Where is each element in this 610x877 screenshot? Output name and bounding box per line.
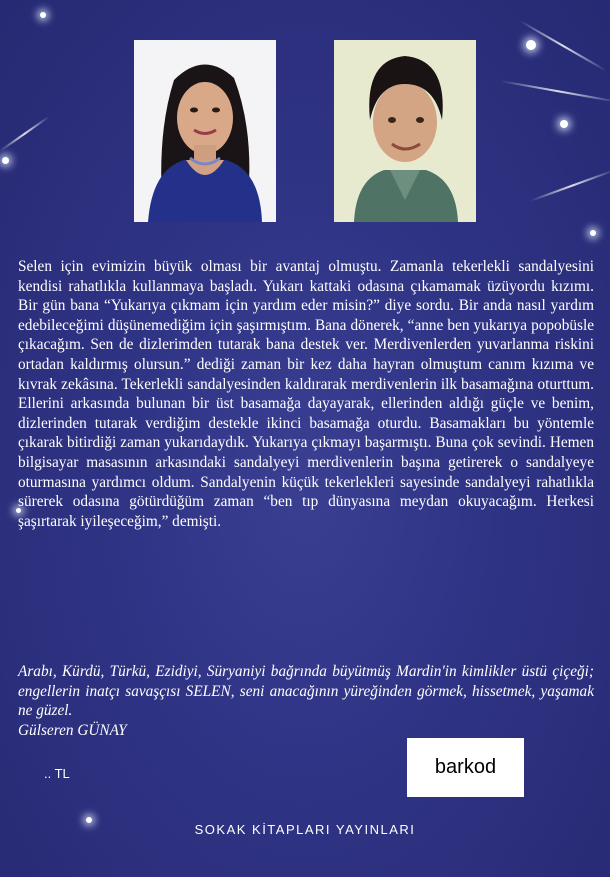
sparkle-decoration [560, 120, 568, 128]
portrait-woman-icon [134, 40, 276, 222]
quote-paragraph [18, 662, 594, 740]
sparkle-decoration [2, 157, 9, 164]
portrait-photo-left [134, 40, 276, 222]
story-paragraph: Selen için evimizin büyük olması bir avantaj olmuştu. Zamanla tekerlekli sandalyesini kendisi rahatlıkla kullanmaya başladı. Yukarı kattaki odasına çıkamamak üzüyordu kızımı. Bir gün bana “Yukarıya çıkmam için yardım eder misin?” diye sordu. Bir anda nasıl yardım edebileceğimi düşünemediğim için şaşırmıştım. Bana dönerek, “anne ben yukarıya popobüsle çıkacağım. Sen de dizlerimden tutarak bana destek ver. Merdivenlerden yuvarlanma riskini ortadan kaldırmış olursun.” dediği zaman bir kez daha hayran olmuştum canım kızıma ve kıvrak zekâsına. Tekerlekli sandalyesinden kaldırarak merdivenlerin ilk basamağına oturttum. Ellerini arkasında bulunan bir üst basamağa dayayarak, ellerinden aldığı güçle ve benim, dizlerinden tutarak verdiğim destekle ikinci basamağa oturdu. Basamakları bu yöntemle çıkarak bitirdiği zaman yukarıdaydık. Yukarıya çıkmayı başarmıştı. Buna çok sevindi. Hemen bilgisayar masasının arkasındaki sandalyeyi merdivenlerin başına getirerek o sandalyeye oturmasına yardımcı oldum. Sandalyenin küçük tekerlekleri sayesinde sandalyeyi rahatlıkla sürerek odasına götürdüğüm zaman “ben tıp dünyasına meydan okuyacağım. Herkesi şaşırtarak iyileşeceğim,” demişti. [18, 258, 594, 530]
quote-text: Arabı, Kürdü, Türkü, Ezidiyi, Süryaniyi bağrında büyütmüş Mardin'in kimlikler üstü çiçeği; engellerin inatçı savaşçısı SELEN, seni anacağının yüreğinden görmek, hissetmek, yaşamak ne güzel. [18, 663, 594, 720]
barcode-box [407, 738, 524, 797]
light-ray-decoration [0, 116, 50, 152]
barcode-label: barkod [434, 756, 497, 778]
price-label: .. TL [44, 766, 70, 781]
light-ray-decoration [500, 80, 610, 103]
sparkle-decoration [590, 230, 596, 236]
publisher-name: SOKAK KİTAPLARI YAYINLARI [194, 822, 416, 837]
light-ray-decoration [530, 169, 610, 202]
sparkle-decoration [40, 12, 46, 18]
portrait-photo-right [334, 40, 476, 222]
sparkle-decoration [526, 40, 536, 50]
quote-author: Gülseren GÜNAY [18, 721, 127, 739]
portrait-child-icon [334, 40, 476, 222]
